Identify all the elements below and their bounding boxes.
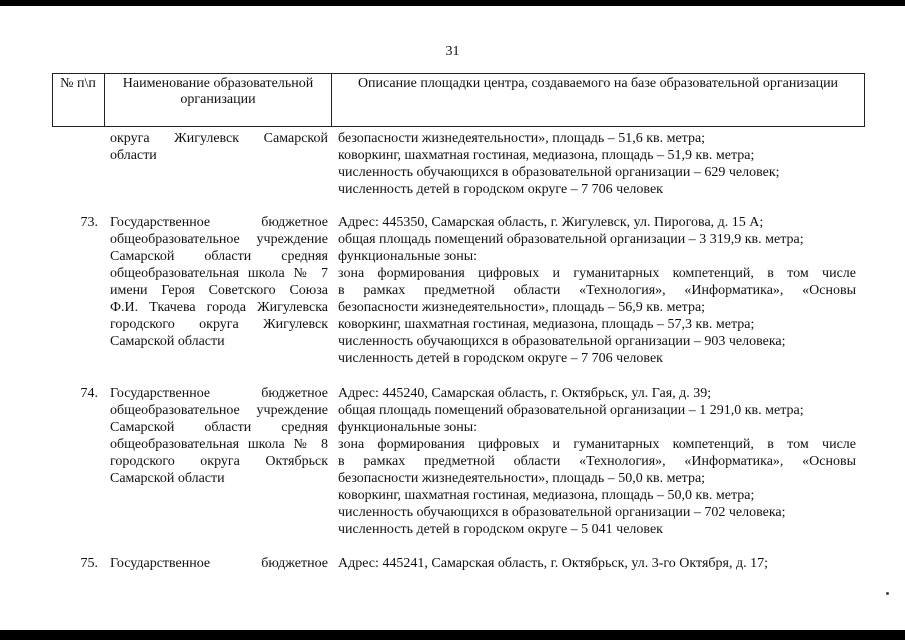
desc-line: безопасности жизнедеятельности», площадь – 50,0 кв. метра; (338, 471, 706, 486)
desc-line: в рамках предметной области «Технология», «Информатика», «Основы (338, 283, 856, 298)
row-number: 74. (80, 386, 98, 401)
org-line: имени Героя Советского Союза (110, 283, 328, 298)
org-line: Самарской области средняя (110, 249, 328, 264)
org-line: области (110, 148, 157, 163)
table-header-bottom-border (52, 126, 865, 127)
row-number: 73. (80, 215, 98, 230)
header-num: № п\п (60, 76, 96, 91)
desc-line: Адрес: 445240, Самарская область, г. Октябрьск, ул. Гая, д. 39; (338, 386, 712, 401)
org-name (110, 214, 328, 350)
desc-line: зона формирования цифровых и гуманитарных компетенций, в том числе (338, 437, 856, 452)
desc-line: коворкинг, шахматная гостиная, медиазона, площадь – 57,3 кв. метра; (338, 317, 755, 332)
desc-line: численность детей в городском округе – 7 706 человек (338, 182, 663, 197)
description (338, 130, 856, 198)
desc-line: в рамках предметной области «Технология», «Информатика», «Основы (338, 454, 856, 469)
desc-line: численность детей в городском округе – 7 706 человек (338, 351, 663, 366)
table-header-divider-2 (331, 73, 332, 127)
desc-line: Адрес: 445241, Самарская область, г. Октябрьск, ул. 3-го Октября, д. 17; (338, 556, 768, 571)
desc-line: функциональные зоны: (338, 249, 478, 264)
table-header-top-border (52, 73, 865, 74)
scan-border-top (0, 0, 905, 6)
org-line: общеобразовательная школа № 7 (110, 266, 328, 281)
header-org-name: Наименование образовательной организации (122, 76, 314, 107)
header-description: Описание площадки центра, создаваемого на базе образовательной организации (357, 76, 839, 91)
org-line: Самарской области средняя (110, 420, 328, 435)
desc-line: безопасности жизнедеятельности», площадь – 56,9 кв. метра; (338, 300, 706, 315)
table-header-left-border (52, 73, 53, 127)
description (338, 385, 856, 538)
row-number: 75. (80, 556, 98, 571)
org-line: Государственное бюджетное (110, 556, 328, 571)
description (338, 555, 856, 572)
desc-line: численность обучающихся в образовательной организации – 629 человек; (338, 165, 780, 180)
desc-line: коворкинг, шахматная гостиная, медиазона, площадь – 51,9 кв. метра; (338, 148, 755, 163)
org-name (110, 130, 328, 164)
org-line: Ф.И. Ткачева города Жигулевска (110, 300, 328, 315)
desc-line: зона формирования цифровых и гуманитарных компетенций, в том числе (338, 266, 856, 281)
desc-line: функциональные зоны: (338, 420, 478, 435)
org-line: городского округа Жигулевск (110, 317, 328, 332)
org-line: Самарской области (110, 471, 225, 486)
org-line: общеобразовательная школа № 8 (110, 437, 328, 452)
org-line: Самарской области (110, 334, 225, 349)
table-header-right-border (864, 73, 865, 127)
desc-line: Адрес: 445350, Самарская область, г. Жигулевск, ул. Пирогова, д. 15 А; (338, 215, 764, 230)
org-line: Государственное бюджетное (110, 386, 328, 401)
org-line: общеобразовательное учреждение (110, 403, 328, 418)
scan-speck (886, 592, 889, 595)
desc-line: численность детей в городском округе – 5 041 человек (338, 522, 663, 537)
org-line: округа Жигулевск Самарской (110, 131, 328, 146)
org-line: Государственное бюджетное (110, 215, 328, 230)
description (338, 214, 856, 367)
desc-line: общая площадь помещений образовательной организации – 3 319,9 кв. метра; (338, 232, 804, 247)
desc-line: численность обучающихся в образовательной организации – 702 человека; (338, 505, 786, 520)
scan-border-bottom (0, 630, 905, 640)
table-header-divider-1 (104, 73, 105, 127)
org-name (110, 385, 328, 487)
org-line: общеобразовательное учреждение (110, 232, 328, 247)
desc-line: численность обучающихся в образовательной организации – 903 человека; (338, 334, 786, 349)
desc-line: общая площадь помещений образовательной организации – 1 291,0 кв. метра; (338, 403, 804, 418)
page-number: 31 (445, 44, 460, 59)
desc-line: коворкинг, шахматная гостиная, медиазона, площадь – 50,0 кв. метра; (338, 488, 755, 503)
desc-line: безопасности жизнедеятельности», площадь – 51,6 кв. метра; (338, 131, 706, 146)
org-name (110, 555, 328, 572)
org-line: городского округа Октябрьск (110, 454, 328, 469)
